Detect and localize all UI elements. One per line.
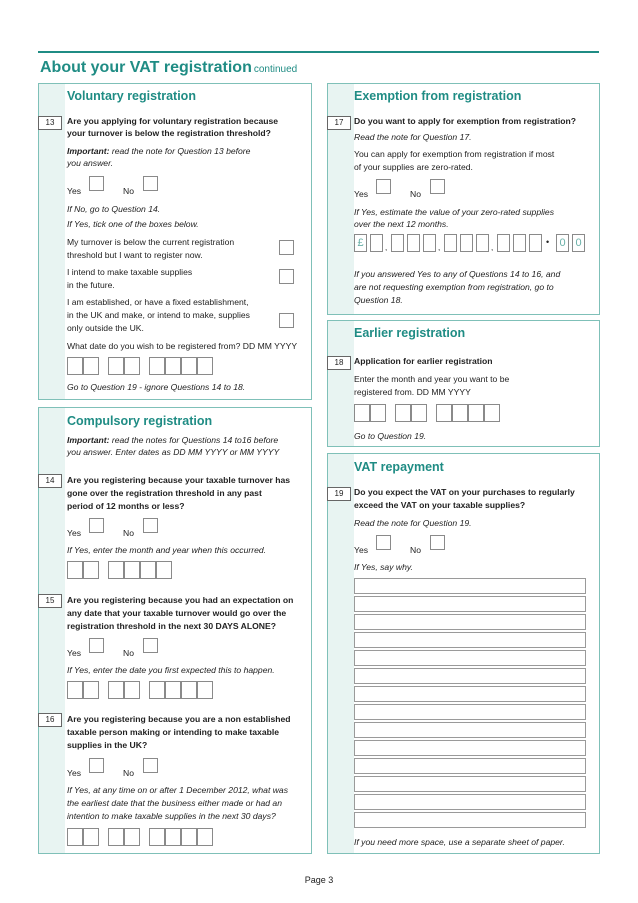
q17-no-label: No: [410, 189, 421, 199]
q13-if-no: If No, go to Question 14.: [67, 204, 161, 214]
opt2-line1: I intend to make taxable supplies: [67, 267, 193, 277]
compulsory-important-2: you answer. Enter dates as DD MM YYYY or MM YYYY: [67, 447, 280, 457]
q16-yes-label: Yes: [67, 768, 82, 778]
q18-para-1: Enter the month and year you want to be: [354, 374, 510, 384]
q16-yes-checkbox[interactable]: [89, 758, 104, 773]
q14-text-3: period of 12 months or less?: [67, 501, 185, 511]
q18-day-1[interactable]: [354, 404, 370, 422]
thousands-separator-2: ,: [438, 243, 441, 252]
q19-why: If Yes, say why.: [354, 562, 413, 572]
q13-text-1: Are you applying for voluntary registration because: [67, 116, 279, 126]
important-text: read the notes for Questions 14 to16 before: [109, 435, 279, 445]
q18-para-2: registered from. DD MM YYYY: [354, 387, 471, 397]
question-17-number: 17: [327, 116, 351, 130]
amount-digit-5[interactable]: [444, 234, 457, 252]
q19-yes-label: Yes: [354, 545, 369, 555]
q19-text-2: exceed the VAT on your taxable supplies?: [354, 500, 526, 510]
q19-no-checkbox[interactable]: [430, 535, 445, 550]
q13-yes-label: Yes: [67, 186, 82, 196]
q15-year-4[interactable]: [197, 681, 213, 699]
q16-text-1: Are you registering because you are a non established: [67, 714, 291, 724]
date-day-2[interactable]: [83, 357, 99, 375]
q15-no-label: No: [123, 648, 134, 658]
q17-footer-1: If you answered Yes to any of Questions 14 to 16, and: [354, 269, 561, 279]
pence-digit-1: 0: [556, 234, 569, 252]
important-text: read the note for Question 13 before: [109, 146, 251, 156]
pence-digit-2: 0: [572, 234, 585, 252]
important-label: Important:: [67, 435, 110, 445]
q16-year-4[interactable]: [197, 828, 213, 846]
q13-goto: Go to Question 19 - ignore Questions 14 to 18.: [67, 382, 246, 392]
q18-month-1[interactable]: [395, 404, 411, 422]
q19-yes-checkbox[interactable]: [376, 535, 391, 550]
thousands-separator-3: ,: [491, 243, 494, 252]
opt1-checkbox[interactable]: [279, 240, 294, 255]
header-rule: [38, 51, 599, 53]
reason-line-1[interactable]: [354, 578, 586, 594]
amount-digit-9[interactable]: [513, 234, 526, 252]
q13-important-2: you answer.: [67, 158, 114, 168]
decimal-point: •: [546, 237, 550, 247]
q16-note-3: intention to make taxable supplies in the next 30 days?: [67, 811, 276, 821]
question-16-number: 16: [38, 713, 62, 727]
opt2-checkbox[interactable]: [279, 269, 294, 284]
reason-line-6[interactable]: [354, 668, 586, 684]
reason-line-7[interactable]: [354, 686, 586, 702]
q18-month-2[interactable]: [411, 404, 427, 422]
amount-digit-4[interactable]: [423, 234, 436, 252]
q14-year-3[interactable]: [140, 561, 156, 579]
q17-para-2: of your supplies are zero-rated.: [354, 162, 473, 172]
date-year-2[interactable]: [165, 357, 181, 375]
q15-text-2: any date that your taxable turnover would go over the: [67, 608, 287, 618]
q17-estimate-2: over the next 12 months.: [354, 219, 449, 229]
q14-year-2[interactable]: [124, 561, 140, 579]
thousands-separator-1: ,: [385, 243, 388, 252]
question-19-number: 19: [327, 487, 351, 501]
compulsory-important: [67, 434, 278, 446]
question-14-number: 14: [38, 474, 62, 488]
q19-footer: If you need more space, use a separate sheet of paper.: [354, 837, 565, 847]
exemption-title: Exemption from registration: [354, 89, 522, 103]
q15-yes-label: Yes: [67, 648, 82, 658]
q14-month-1[interactable]: [67, 561, 83, 579]
q14-no-checkbox[interactable]: [143, 518, 158, 533]
q16-note-1: If Yes, at any time on or after 1 December 2012, what was: [67, 785, 289, 795]
q15-year-2[interactable]: [165, 681, 181, 699]
opt2-line2: in the future.: [67, 280, 115, 290]
q15-note: If Yes, enter the date you first expected this to happen.: [67, 665, 275, 675]
q16-no-label: No: [123, 768, 134, 778]
pound-box: £: [354, 234, 367, 252]
q18-text: Application for earlier registration: [354, 356, 493, 366]
reason-line-13[interactable]: [354, 794, 586, 810]
q19-text-1: Do you expect the VAT on your purchases to regularly: [354, 487, 575, 497]
q15-year-3[interactable]: [181, 681, 197, 699]
reason-line-9[interactable]: [354, 722, 586, 738]
q17-note: Read the note for Question 17.: [354, 132, 472, 142]
q16-note-2: the earliest date that the business either made or had an: [67, 798, 282, 808]
opt1-line1: My turnover is below the current registration: [67, 237, 235, 247]
reason-line-2[interactable]: [354, 596, 586, 612]
q16-year-1[interactable]: [149, 828, 165, 846]
q19-no-label: No: [410, 545, 421, 555]
page-number: Page 3: [304, 875, 334, 885]
q13-important: [67, 145, 250, 157]
important-label: Important:: [67, 146, 110, 156]
q18-year-3[interactable]: [468, 404, 484, 422]
q13-if-yes: If Yes, tick one of the boxes below.: [67, 219, 199, 229]
q16-month-1[interactable]: [108, 828, 124, 846]
amount-digit-3[interactable]: [407, 234, 420, 252]
q17-text: Do you want to apply for exemption from registration?: [354, 116, 577, 126]
q14-yes-checkbox[interactable]: [89, 518, 104, 533]
reason-line-12[interactable]: [354, 776, 586, 792]
continued-label: continued: [253, 64, 298, 75]
q17-no-checkbox[interactable]: [430, 179, 445, 194]
amount-digit-8[interactable]: [497, 234, 510, 252]
q16-no-checkbox[interactable]: [143, 758, 158, 773]
q14-text-2: gone over the registration threshold in any past: [67, 488, 262, 498]
q18-year-1[interactable]: [436, 404, 452, 422]
question-15-number: 15: [38, 594, 62, 608]
reason-line-14[interactable]: [354, 812, 586, 828]
q15-text-1: Are you registering because you had an expectation on: [67, 595, 294, 605]
question-18-number: 18: [327, 356, 351, 370]
repayment-title: VAT repayment: [354, 460, 444, 474]
date-year-3[interactable]: [181, 357, 197, 375]
opt3-line1: I am established, or have a fixed establishment,: [67, 297, 249, 307]
voluntary-title: Voluntary registration: [67, 89, 196, 103]
q13-text-2: your turnover is below the registration threshold?: [67, 128, 271, 138]
q13-no-checkbox[interactable]: [143, 176, 158, 191]
q14-no-label: No: [123, 528, 134, 538]
q16-day-2[interactable]: [83, 828, 99, 846]
reason-line-3[interactable]: [354, 614, 586, 630]
q15-no-checkbox[interactable]: [143, 638, 158, 653]
q16-month-2[interactable]: [124, 828, 140, 846]
amount-digit-6[interactable]: [460, 234, 473, 252]
date-month-1[interactable]: [108, 357, 124, 375]
q15-day-1[interactable]: [67, 681, 83, 699]
amount-digit-7[interactable]: [476, 234, 489, 252]
compulsory-title: Compulsory registration: [67, 414, 213, 428]
q17-footer-3: Question 18.: [354, 295, 403, 305]
amount-digit-1[interactable]: [370, 234, 383, 252]
q16-year-2[interactable]: [165, 828, 181, 846]
q14-yes-label: Yes: [67, 528, 82, 538]
q18-year-2[interactable]: [452, 404, 468, 422]
opt1-line2: threshold but I want to register now.: [67, 250, 203, 260]
q16-day-1[interactable]: [67, 828, 83, 846]
q14-year-1[interactable]: [108, 561, 124, 579]
q16-text-3: supplies in the UK?: [67, 740, 148, 750]
q17-estimate-1: If Yes, estimate the value of your zero-rated supplies: [354, 207, 554, 217]
q15-yes-checkbox[interactable]: [89, 638, 104, 653]
q17-yes-label: Yes: [354, 189, 369, 199]
q17-footer-2: are not requesting exemption from registration, go to: [354, 282, 554, 292]
q15-year-1[interactable]: [149, 681, 165, 699]
q18-year-4[interactable]: [484, 404, 500, 422]
q13-date-question: What date do you wish to be registered from? DD MM YYYY: [67, 341, 298, 351]
opt3-line2: in the UK and make, or intend to make, supplies: [67, 310, 250, 320]
q19-note: Read the note for Question 19.: [354, 518, 472, 528]
date-year-1[interactable]: [149, 357, 165, 375]
date-year-4[interactable]: [197, 357, 213, 375]
reason-line-10[interactable]: [354, 740, 586, 756]
q16-text-2: taxable person making or intending to make taxable: [67, 727, 280, 737]
date-month-2[interactable]: [124, 357, 140, 375]
q17-yes-checkbox[interactable]: [376, 179, 391, 194]
q17-para-1: You can apply for exemption from registration if most: [354, 149, 555, 159]
q18-day-2[interactable]: [370, 404, 386, 422]
q18-goto: Go to Question 19.: [354, 431, 427, 441]
q13-yes-checkbox[interactable]: [89, 176, 104, 191]
q15-month-2[interactable]: [124, 681, 140, 699]
reason-line-4[interactable]: [354, 632, 586, 648]
opt3-line3: only outside the UK.: [67, 323, 144, 333]
q15-day-2[interactable]: [83, 681, 99, 699]
opt3-checkbox[interactable]: [279, 313, 294, 328]
q15-text-3: registration threshold in the next 30 DAYS ALONE?: [67, 621, 276, 631]
q15-month-1[interactable]: [108, 681, 124, 699]
date-day-1[interactable]: [67, 357, 83, 375]
q14-month-2[interactable]: [83, 561, 99, 579]
reason-line-8[interactable]: [354, 704, 586, 720]
q14-year-4[interactable]: [156, 561, 172, 579]
question-13-number: 13: [38, 116, 62, 130]
reason-line-11[interactable]: [354, 758, 586, 774]
q13-no-label: No: [123, 186, 134, 196]
q16-year-3[interactable]: [181, 828, 197, 846]
reason-line-5[interactable]: [354, 650, 586, 666]
page-title: About your VAT registration continued: [40, 59, 298, 76]
amount-digit-2[interactable]: [391, 234, 404, 252]
earlier-title: Earlier registration: [354, 326, 466, 340]
q14-text-1: Are you registering because your taxable turnover has: [67, 475, 291, 485]
q14-note: If Yes, enter the month and year when this occurred.: [67, 545, 267, 555]
amount-digit-10[interactable]: [529, 234, 542, 252]
